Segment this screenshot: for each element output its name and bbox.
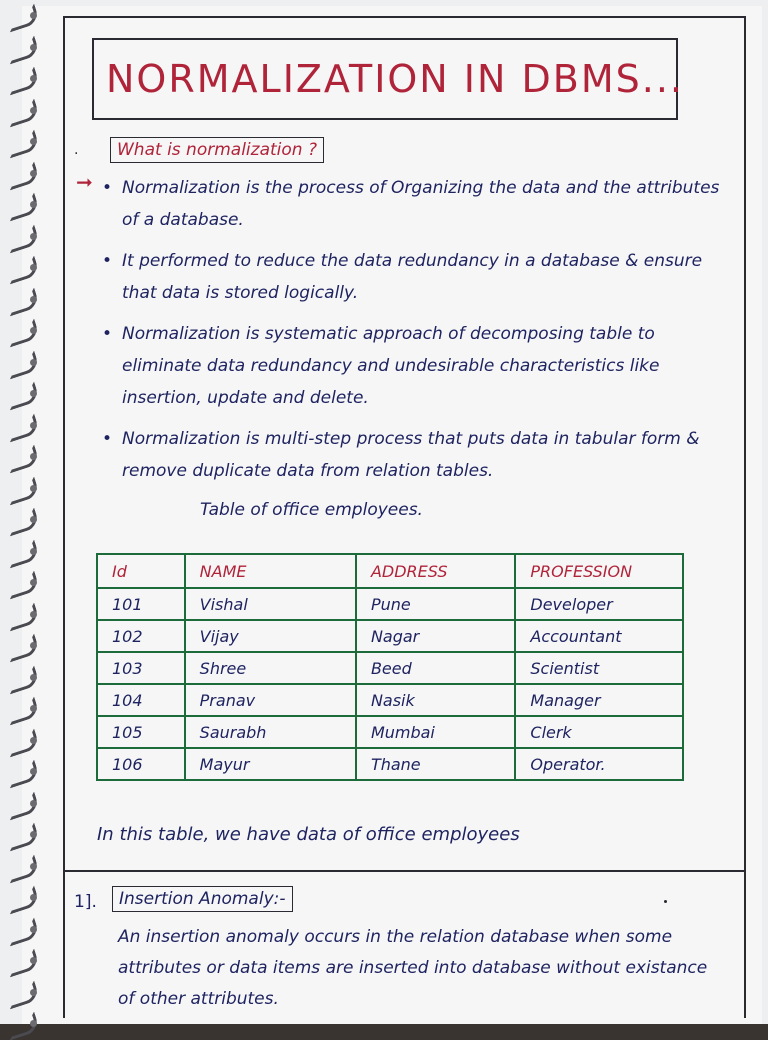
punch-hole [30, 170, 37, 177]
cell-profession: Manager [515, 684, 683, 716]
cell-profession: Scientist [515, 652, 683, 684]
column-header-id: Id [97, 554, 185, 588]
section-number: 1]. [74, 892, 97, 912]
section-body: An insertion anomaly occurs in the relation database when some attributes or data items are inserted into database without existance of other attributes. [118, 927, 708, 1009]
column-header-address: ADDRESS [356, 554, 515, 588]
table-header-row [97, 554, 683, 588]
punch-hole [30, 327, 37, 334]
punch-hole [30, 138, 37, 145]
punch-hole [30, 453, 37, 460]
cell-name: Mayur [185, 748, 356, 780]
cell-profession: Operator. [515, 748, 683, 780]
cell-name: Vijay [185, 620, 356, 652]
punch-hole [30, 75, 37, 82]
bullet-item: • Normalization is systematic approach of decomposing table to eliminate data redundancy and undesirable characteristics like insertion, update and delete. [102, 324, 660, 408]
bullet-text: Normalization is multi-step process that puts data in tabular form & remove duplicate data from relation tables. [122, 429, 700, 481]
punch-hole [30, 831, 37, 838]
cell-id: 104 [97, 684, 185, 716]
cell-profession: Developer [515, 588, 683, 620]
punch-hole [30, 926, 37, 933]
spiral-binding [0, 0, 48, 1024]
cell-id: 102 [97, 620, 185, 652]
punch-hole [30, 264, 37, 271]
table-note: In this table, we have data of office employees [97, 824, 520, 845]
cell-name: Shree [185, 652, 356, 684]
punch-hole [30, 516, 37, 523]
table-row [97, 652, 683, 684]
punch-hole [30, 737, 37, 744]
bullet-item: • Normalization is multi-step process that puts data in tabular form & remove duplicate data from relation tables. [102, 429, 700, 481]
cell-name: Saurabh [185, 716, 356, 748]
cell-id: 106 [97, 748, 185, 780]
column-header-profession: PROFESSION [515, 554, 683, 588]
punch-hole [30, 548, 37, 555]
table-row [97, 588, 683, 620]
table-row [97, 748, 683, 780]
cell-address: Nasik [356, 684, 515, 716]
table-caption: Table of office employees. [200, 500, 423, 520]
cell-profession: Clerk [515, 716, 683, 748]
punch-hole [30, 422, 37, 429]
page-title: NORMALIZATION IN DBMS... [106, 57, 684, 101]
punch-hole [30, 642, 37, 649]
bullet-item: • Normalization is the process of Organizing the data and the attributes of a database. [102, 178, 720, 230]
cell-name: Vishal [185, 588, 356, 620]
employees-table [96, 553, 684, 781]
cell-id: 103 [97, 652, 185, 684]
bullet-item: • It performed to reduce the data redundancy in a database & ensure that data is stored logically. [102, 251, 703, 303]
bullet-text: It performed to reduce the data redundancy in a database & ensure that data is stored logically. [122, 251, 703, 303]
bullet-list [100, 172, 720, 496]
punch-hole [30, 863, 37, 870]
punch-hole [30, 957, 37, 964]
punch-hole [30, 12, 37, 19]
table-row [97, 716, 683, 748]
cell-profession: Accountant [515, 620, 683, 652]
title-box [92, 38, 684, 120]
bullet-text: Normalization is systematic approach of decomposing table to eliminate data redundancy and undesirable characteristics like insertion, update and delete. [122, 324, 660, 408]
subheading: What is normalization ? [110, 137, 324, 163]
punch-hole [30, 107, 37, 114]
punch-hole [30, 44, 37, 51]
table-row [97, 620, 683, 652]
punch-hole [30, 989, 37, 996]
bullet-text: Normalization is the process of Organizing the data and the attributes of a database. [122, 178, 720, 230]
punch-hole [30, 390, 37, 397]
ink-dot [664, 900, 667, 903]
punch-hole [30, 894, 37, 901]
punch-hole [30, 674, 37, 681]
dot-marker: · [74, 146, 79, 162]
cell-address: Thane [356, 748, 515, 780]
punch-hole [30, 800, 37, 807]
cell-address: Mumbai [356, 716, 515, 748]
cell-id: 105 [97, 716, 185, 748]
punch-hole [30, 233, 37, 240]
column-header-name: NAME [185, 554, 356, 588]
punch-hole [30, 201, 37, 208]
section-divider [63, 870, 744, 872]
punch-hole [30, 359, 37, 366]
cell-address: Beed [356, 652, 515, 684]
punch-hole [30, 611, 37, 618]
punch-hole [30, 768, 37, 775]
cell-name: Pranav [185, 684, 356, 716]
punch-hole [30, 705, 37, 712]
arrow-icon: ➞ [76, 170, 93, 194]
punch-hole [30, 485, 37, 492]
cell-id: 101 [97, 588, 185, 620]
table-row [97, 684, 683, 716]
punch-hole [30, 296, 37, 303]
section-heading: Insertion Anomaly:- [112, 886, 293, 912]
punch-hole [30, 579, 37, 586]
cell-address: Nagar [356, 620, 515, 652]
cell-address: Pune [356, 588, 515, 620]
